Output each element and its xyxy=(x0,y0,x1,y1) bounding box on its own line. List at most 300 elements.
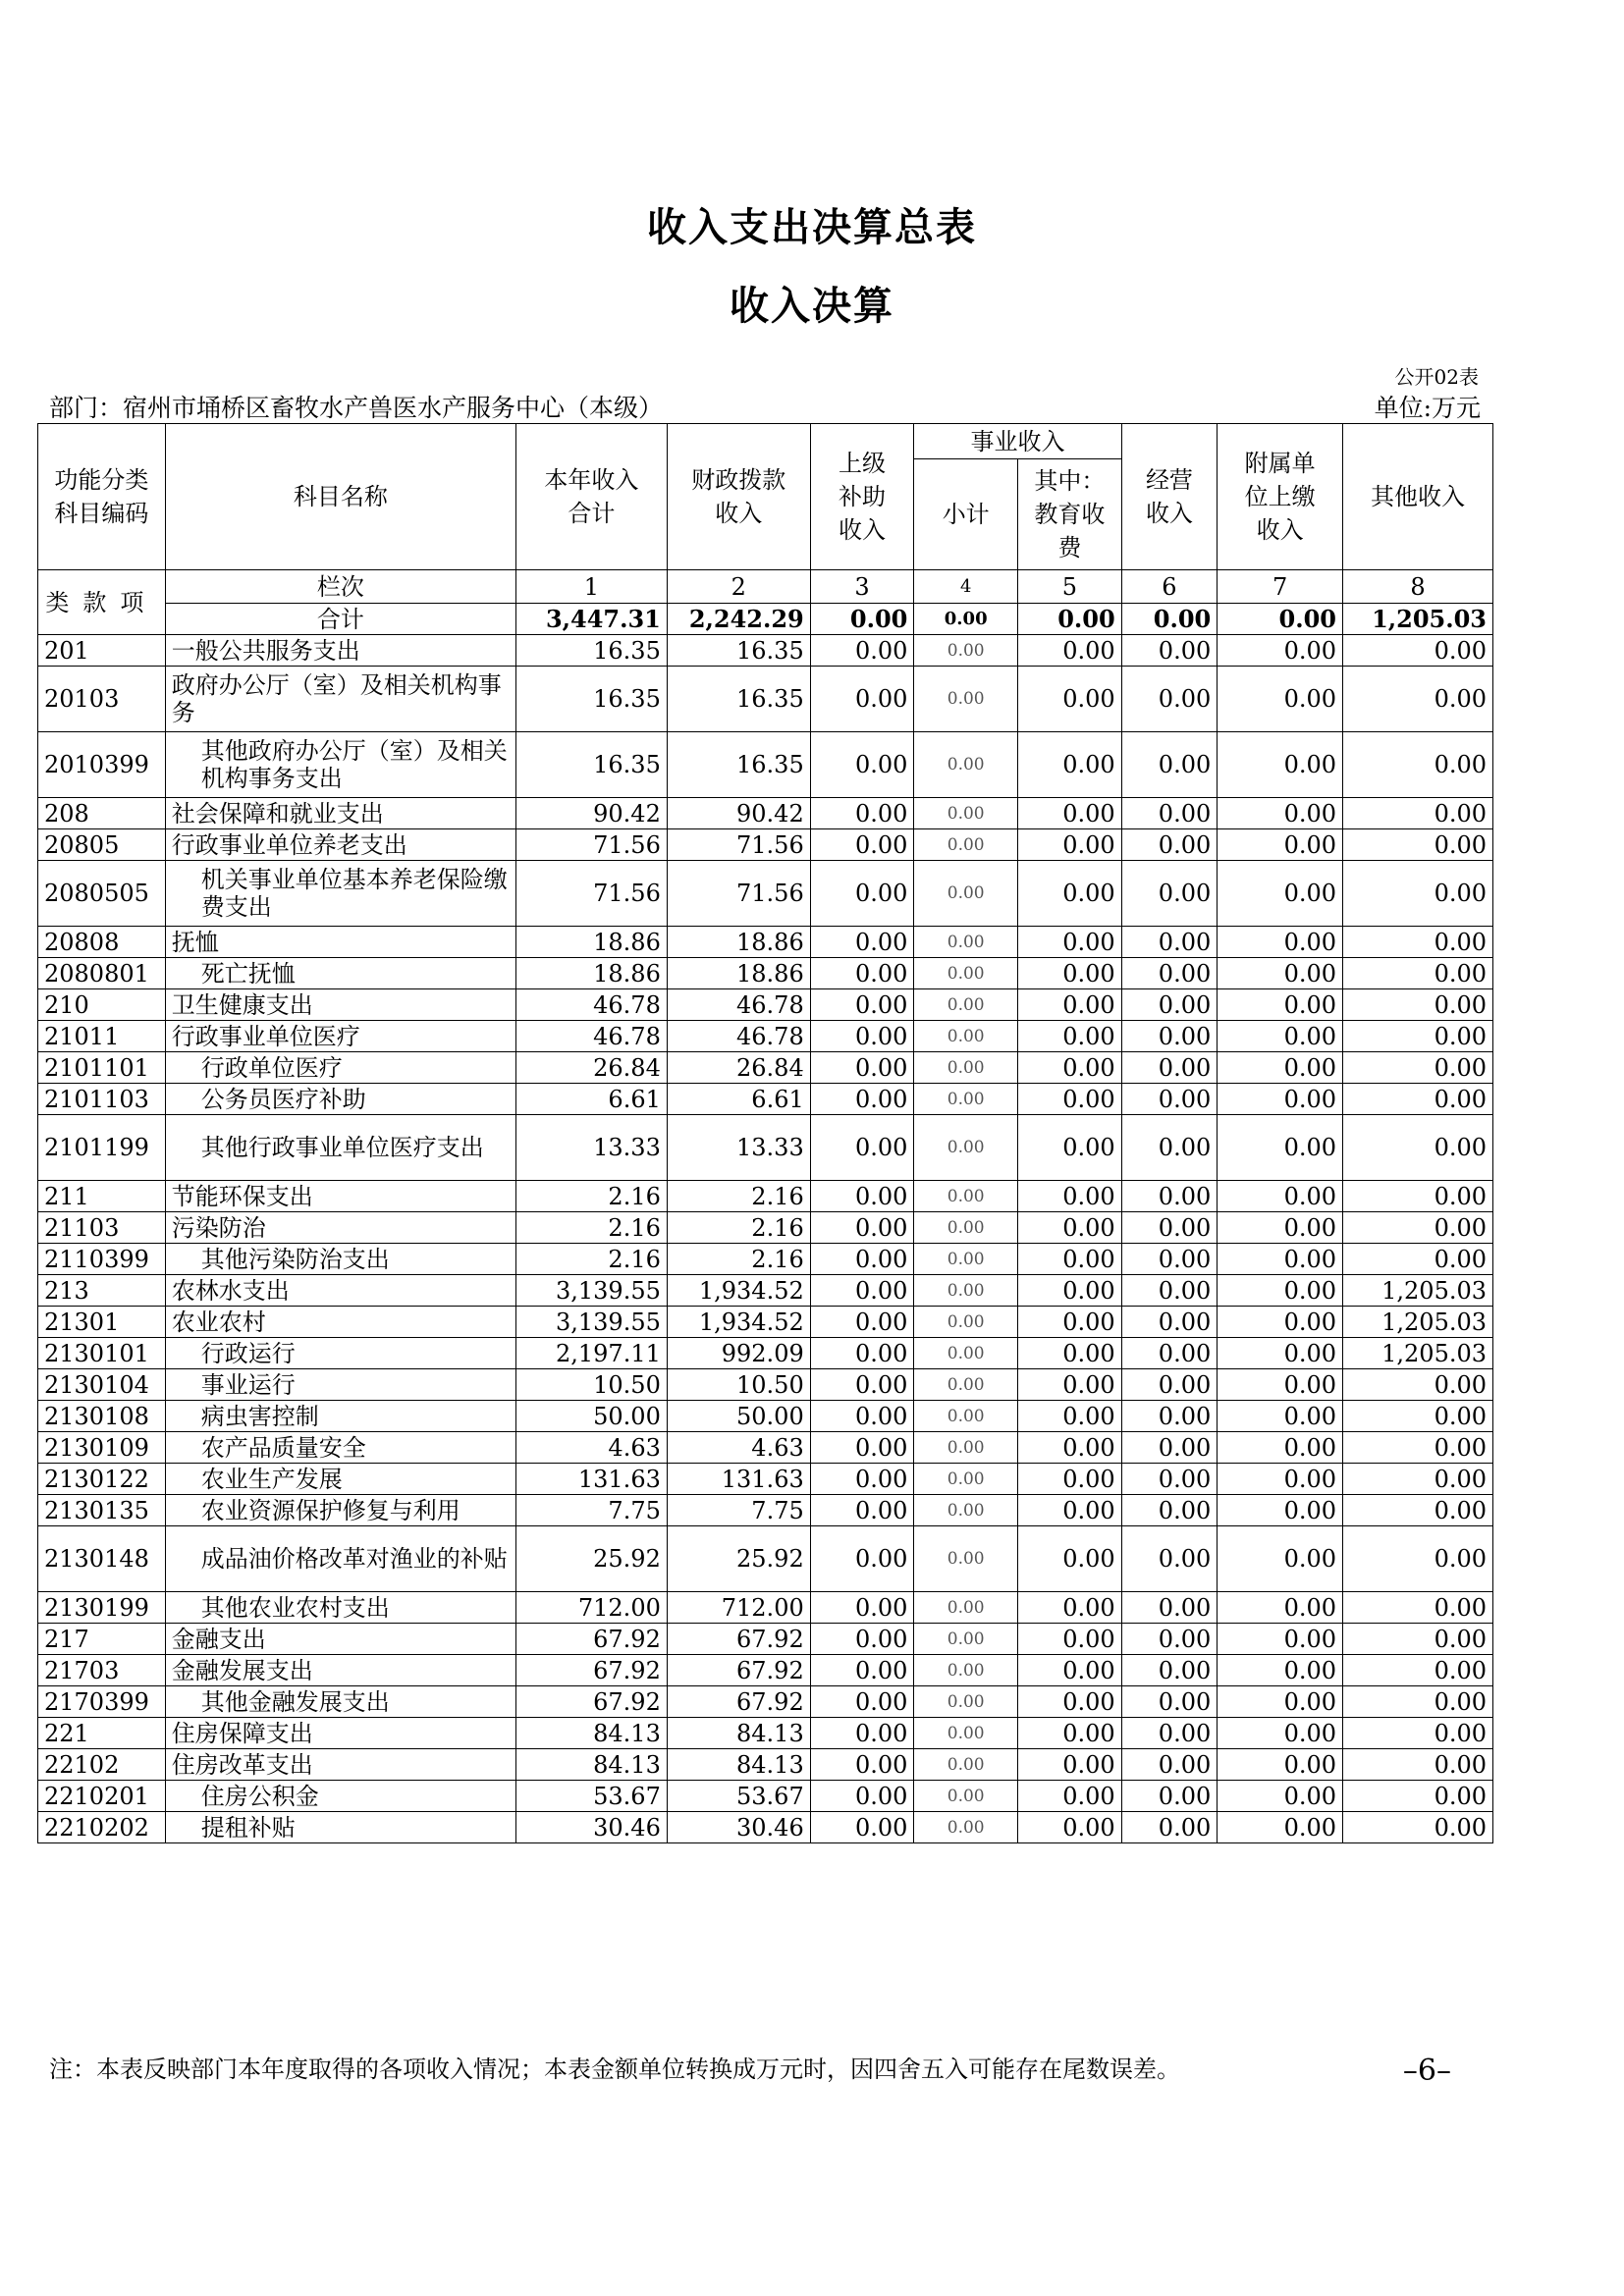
row-value: 0.00 xyxy=(914,1369,1018,1401)
row-value: 712.00 xyxy=(515,1592,667,1624)
row-code: 2130108 xyxy=(38,1401,166,1432)
row-value: 0.00 xyxy=(1018,989,1122,1021)
row-value: 30.46 xyxy=(515,1812,667,1843)
row-value: 0.00 xyxy=(1018,1655,1122,1686)
row-name: 死亡抚恤 xyxy=(165,958,515,989)
row-value: 0.00 xyxy=(1018,1781,1122,1812)
row-value: 0.00 xyxy=(914,1655,1018,1686)
row-value: 0.00 xyxy=(810,667,914,732)
row-value: 67.92 xyxy=(515,1624,667,1655)
row-value: 0.00 xyxy=(1343,958,1493,989)
row-value: 0.00 xyxy=(1018,667,1122,732)
row-value: 0.00 xyxy=(1218,1181,1343,1212)
table-row xyxy=(38,927,1493,958)
row-value: 0.00 xyxy=(1343,1021,1493,1052)
row-code: 21011 xyxy=(38,1021,166,1052)
row-value: 67.92 xyxy=(667,1624,810,1655)
row-value: 0.00 xyxy=(1218,1244,1343,1275)
row-value: 0.00 xyxy=(1343,861,1493,927)
row-value: 0.00 xyxy=(1121,1401,1218,1432)
header-other: 其他收入 xyxy=(1343,424,1493,570)
unit-label: 单位:万元 xyxy=(1374,394,1481,422)
row-name: 其他行政事业单位医疗支出 xyxy=(165,1115,515,1181)
table-row xyxy=(38,1369,1493,1401)
row-value: 0.00 xyxy=(1343,1401,1493,1432)
row-value: 0.00 xyxy=(1218,1749,1343,1781)
row-value: 0.00 xyxy=(1121,1495,1218,1526)
row-value: 0.00 xyxy=(810,1686,914,1718)
row-value: 0.00 xyxy=(1121,798,1218,829)
row-value: 1,205.03 xyxy=(1343,1275,1493,1307)
row-value: 0.00 xyxy=(1121,1432,1218,1464)
row-value: 3,139.55 xyxy=(515,1275,667,1307)
row-value: 0.00 xyxy=(1121,1686,1218,1718)
row-value: 0.00 xyxy=(810,798,914,829)
row-value: 0.00 xyxy=(1218,1718,1343,1749)
row-value: 46.78 xyxy=(667,1021,810,1052)
row-value: 0.00 xyxy=(1121,1592,1218,1624)
row-value: 0.00 xyxy=(914,667,1018,732)
row-value: 0.00 xyxy=(810,1307,914,1338)
row-value: 46.78 xyxy=(515,989,667,1021)
row-value: 0.00 xyxy=(1121,1244,1218,1275)
row-name: 农产品质量安全 xyxy=(165,1432,515,1464)
row-value: 0.00 xyxy=(1218,1432,1343,1464)
row-value: 90.42 xyxy=(515,798,667,829)
row-value: 0.00 xyxy=(1018,798,1122,829)
page-title: 收入支出决算总表 xyxy=(647,204,977,250)
row-value: 0.00 xyxy=(810,829,914,861)
row-value: 0.00 xyxy=(1218,1338,1343,1369)
row-value: 0.00 xyxy=(1121,1212,1218,1244)
row-value: 0.00 xyxy=(914,732,1018,798)
row-value: 0.00 xyxy=(1121,958,1218,989)
row-value: 0.00 xyxy=(1218,829,1343,861)
lei-kuan-xiang-cell xyxy=(38,570,166,635)
row-value: 10.50 xyxy=(667,1369,810,1401)
row-value: 0.00 xyxy=(1218,1624,1343,1655)
table-row xyxy=(38,1338,1493,1369)
row-value: 0.00 xyxy=(1343,1432,1493,1464)
row-code: 2130135 xyxy=(38,1495,166,1526)
row-code: 22102 xyxy=(38,1749,166,1781)
row-value: 0.00 xyxy=(914,1021,1018,1052)
row-value: 0.00 xyxy=(1018,1401,1122,1432)
row-value: 0.00 xyxy=(1018,1212,1122,1244)
row-name: 其他农业农村支出 xyxy=(165,1592,515,1624)
row-value: 18.86 xyxy=(667,927,810,958)
row-code: 221 xyxy=(38,1718,166,1749)
page-subtitle: 收入决算 xyxy=(730,283,894,329)
row-value: 0.00 xyxy=(914,1686,1018,1718)
row-value: 84.13 xyxy=(667,1718,810,1749)
row-value: 1,205.03 xyxy=(1343,1307,1493,1338)
col-num: 7 xyxy=(1218,570,1343,604)
col-num: 5 xyxy=(1018,570,1122,604)
row-value: 0.00 xyxy=(1218,1401,1343,1432)
row-value: 0.00 xyxy=(1018,1115,1122,1181)
row-value: 0.00 xyxy=(1121,635,1218,667)
row-value: 16.35 xyxy=(667,667,810,732)
header-name: 科目名称 xyxy=(165,424,515,570)
row-value: 0.00 xyxy=(1018,927,1122,958)
row-value: 0.00 xyxy=(1018,1432,1122,1464)
row-code: 2080801 xyxy=(38,958,166,989)
row-value: 712.00 xyxy=(667,1592,810,1624)
row-value: 26.84 xyxy=(515,1052,667,1084)
row-value: 0.00 xyxy=(1343,989,1493,1021)
row-name: 其他政府办公厅（室）及相关机构事务支出 xyxy=(165,732,515,798)
row-value: 7.75 xyxy=(515,1495,667,1526)
table-row xyxy=(38,1495,1493,1526)
row-value: 46.78 xyxy=(515,1021,667,1052)
row-value: 0.00 xyxy=(810,1244,914,1275)
row-value: 18.86 xyxy=(515,958,667,989)
row-value: 0.00 xyxy=(1121,1526,1218,1592)
total-cell: 0.00 xyxy=(1218,604,1343,635)
row-value: 0.00 xyxy=(1018,1495,1122,1526)
row-value: 0.00 xyxy=(1218,1084,1343,1115)
row-value: 0.00 xyxy=(1121,732,1218,798)
row-value: 0.00 xyxy=(1018,1624,1122,1655)
income-table xyxy=(37,423,1493,1843)
row-value: 3,139.55 xyxy=(515,1307,667,1338)
row-value: 0.00 xyxy=(810,1369,914,1401)
table-row xyxy=(38,958,1493,989)
row-value: 0.00 xyxy=(1218,1212,1343,1244)
row-value: 0.00 xyxy=(810,1655,914,1686)
row-value: 0.00 xyxy=(1218,1275,1343,1307)
row-name: 住房保障支出 xyxy=(165,1718,515,1749)
row-name: 农业生产发展 xyxy=(165,1464,515,1495)
row-value: 0.00 xyxy=(914,958,1018,989)
row-value: 0.00 xyxy=(1218,989,1343,1021)
header-upper: 上级补助收入 xyxy=(810,424,914,570)
table-row xyxy=(38,1624,1493,1655)
col-num: 3 xyxy=(810,570,914,604)
col-num: 4 xyxy=(914,570,1018,604)
header-operation: 经营收入 xyxy=(1121,424,1218,570)
table-row xyxy=(38,798,1493,829)
row-value: 0.00 xyxy=(1121,1307,1218,1338)
row-name: 事业运行 xyxy=(165,1369,515,1401)
row-value: 0.00 xyxy=(810,1526,914,1592)
total-cell: 3,447.31 xyxy=(515,604,667,635)
row-value: 0.00 xyxy=(1018,1181,1122,1212)
row-value: 0.00 xyxy=(1018,1084,1122,1115)
row-value: 0.00 xyxy=(810,1432,914,1464)
row-value: 0.00 xyxy=(914,1115,1018,1181)
table-row xyxy=(38,1526,1493,1592)
row-value: 0.00 xyxy=(1121,1181,1218,1212)
row-value: 0.00 xyxy=(810,1749,914,1781)
row-code: 2130104 xyxy=(38,1369,166,1401)
row-value: 0.00 xyxy=(1121,667,1218,732)
total-cell: 2,242.29 xyxy=(667,604,810,635)
row-value: 90.42 xyxy=(667,798,810,829)
row-value: 84.13 xyxy=(667,1749,810,1781)
row-value: 16.35 xyxy=(667,732,810,798)
row-value: 2.16 xyxy=(667,1181,810,1212)
row-code: 2080505 xyxy=(38,861,166,927)
row-name: 病虫害控制 xyxy=(165,1401,515,1432)
row-name: 行政事业单位养老支出 xyxy=(165,829,515,861)
row-value: 30.46 xyxy=(667,1812,810,1843)
row-value: 0.00 xyxy=(1018,1749,1122,1781)
row-code: 2210202 xyxy=(38,1812,166,1843)
table-row xyxy=(38,1115,1493,1181)
row-value: 0.00 xyxy=(1018,1526,1122,1592)
row-value: 0.00 xyxy=(914,861,1018,927)
row-value: 84.13 xyxy=(515,1718,667,1749)
row-value: 1,934.52 xyxy=(667,1307,810,1338)
row-value: 16.35 xyxy=(515,732,667,798)
row-value: 0.00 xyxy=(1343,1052,1493,1084)
row-code: 2210201 xyxy=(38,1781,166,1812)
total-label: 合计 xyxy=(165,604,515,635)
row-value: 0.00 xyxy=(1218,1369,1343,1401)
row-value: 71.56 xyxy=(667,861,810,927)
row-value: 0.00 xyxy=(1121,1812,1218,1843)
row-value: 0.00 xyxy=(810,1338,914,1369)
row-name: 提租补贴 xyxy=(165,1812,515,1843)
row-value: 0.00 xyxy=(810,732,914,798)
row-value: 0.00 xyxy=(1218,1812,1343,1843)
row-value: 46.78 xyxy=(667,989,810,1021)
row-value: 0.00 xyxy=(810,1052,914,1084)
total-cell: 0.00 xyxy=(914,604,1018,635)
table-row xyxy=(38,829,1493,861)
row-name: 机关事业单位基本养老保险缴费支出 xyxy=(165,861,515,927)
row-name: 住房公积金 xyxy=(165,1781,515,1812)
row-value: 16.35 xyxy=(515,635,667,667)
row-value: 0.00 xyxy=(1018,1244,1122,1275)
row-value: 0.00 xyxy=(1018,1812,1122,1843)
row-name: 农业农村 xyxy=(165,1307,515,1338)
row-value: 0.00 xyxy=(1018,1275,1122,1307)
table-row xyxy=(38,1181,1493,1212)
row-value: 2.16 xyxy=(515,1244,667,1275)
row-value: 0.00 xyxy=(1343,1495,1493,1526)
lanci-label: 栏次 xyxy=(165,570,515,604)
row-code: 201 xyxy=(38,635,166,667)
header-business: 事业收入 xyxy=(914,424,1121,459)
row-value: 53.67 xyxy=(667,1781,810,1812)
header-fiscal: 财政拨款收入 xyxy=(667,424,810,570)
row-value: 0.00 xyxy=(1343,732,1493,798)
row-code: 2110399 xyxy=(38,1244,166,1275)
row-value: 6.61 xyxy=(667,1084,810,1115)
col-num: 2 xyxy=(667,570,810,604)
table-row xyxy=(38,1432,1493,1464)
row-value: 0.00 xyxy=(914,1718,1018,1749)
row-value: 2,197.11 xyxy=(515,1338,667,1369)
row-value: 0.00 xyxy=(914,1592,1018,1624)
row-value: 0.00 xyxy=(810,958,914,989)
row-value: 0.00 xyxy=(1343,1781,1493,1812)
row-code: 20808 xyxy=(38,927,166,958)
table-row xyxy=(38,989,1493,1021)
row-value: 0.00 xyxy=(1343,927,1493,958)
row-value: 0.00 xyxy=(1218,1464,1343,1495)
row-value: 0.00 xyxy=(1343,798,1493,829)
row-value: 0.00 xyxy=(810,635,914,667)
row-value: 0.00 xyxy=(810,1624,914,1655)
row-value: 992.09 xyxy=(667,1338,810,1369)
header-business-sub: 小计 xyxy=(914,459,1018,570)
row-value: 0.00 xyxy=(914,1624,1018,1655)
row-code: 208 xyxy=(38,798,166,829)
header-business-edu: 其中：教育收费 xyxy=(1018,459,1122,570)
row-value: 0.00 xyxy=(1018,1052,1122,1084)
row-name: 其他污染防治支出 xyxy=(165,1244,515,1275)
row-value: 0.00 xyxy=(1018,1369,1122,1401)
table-row xyxy=(38,1212,1493,1244)
row-value: 18.86 xyxy=(515,927,667,958)
row-value: 0.00 xyxy=(1343,635,1493,667)
table-row xyxy=(38,1592,1493,1624)
row-value: 0.00 xyxy=(1343,1115,1493,1181)
table-row xyxy=(38,1718,1493,1749)
row-value: 0.00 xyxy=(1121,861,1218,927)
table-row xyxy=(38,1655,1493,1686)
row-code: 211 xyxy=(38,1181,166,1212)
row-value: 0.00 xyxy=(914,1495,1018,1526)
row-value: 0.00 xyxy=(1218,1655,1343,1686)
row-name: 卫生健康支出 xyxy=(165,989,515,1021)
row-value: 0.00 xyxy=(810,927,914,958)
row-value: 0.00 xyxy=(1343,1181,1493,1212)
row-value: 0.00 xyxy=(914,927,1018,958)
row-value: 0.00 xyxy=(1121,1464,1218,1495)
row-value: 0.00 xyxy=(914,1212,1018,1244)
row-code: 21703 xyxy=(38,1655,166,1686)
row-value: 6.61 xyxy=(515,1084,667,1115)
row-value: 0.00 xyxy=(1218,958,1343,989)
row-value: 13.33 xyxy=(515,1115,667,1181)
row-value: 0.00 xyxy=(1343,1212,1493,1244)
row-value: 0.00 xyxy=(1121,989,1218,1021)
total-row xyxy=(38,604,1493,635)
row-value: 0.00 xyxy=(914,1464,1018,1495)
form-code: 公开02表 xyxy=(1394,365,1479,389)
row-name: 节能环保支出 xyxy=(165,1181,515,1212)
row-value: 1,934.52 xyxy=(667,1275,810,1307)
row-value: 0.00 xyxy=(1218,1686,1343,1718)
row-name: 农业资源保护修复与利用 xyxy=(165,1495,515,1526)
row-value: 10.50 xyxy=(515,1369,667,1401)
row-value: 0.00 xyxy=(1018,1338,1122,1369)
row-value: 0.00 xyxy=(810,1181,914,1212)
row-code: 2010399 xyxy=(38,732,166,798)
row-code: 2130101 xyxy=(38,1338,166,1369)
footnote: 注：本表反映部门本年度取得的各项收入情况；本表金额单位转换成万元时，因四舍五入可能存在尾数误差。 xyxy=(49,2056,1180,2083)
row-value: 0.00 xyxy=(1121,1338,1218,1369)
row-name: 政府办公厅（室）及相关机构事务 xyxy=(165,667,515,732)
row-value: 71.56 xyxy=(515,829,667,861)
row-value: 0.00 xyxy=(914,1432,1018,1464)
row-code: 2170399 xyxy=(38,1686,166,1718)
page-number: –6– xyxy=(1402,2054,1451,2088)
row-name: 行政运行 xyxy=(165,1338,515,1369)
row-value: 0.00 xyxy=(1218,1021,1343,1052)
row-value: 0.00 xyxy=(1018,1686,1122,1718)
row-value: 0.00 xyxy=(810,1464,914,1495)
row-value: 0.00 xyxy=(914,829,1018,861)
row-value: 0.00 xyxy=(1121,1052,1218,1084)
total-cell: 0.00 xyxy=(1018,604,1122,635)
row-code: 2130109 xyxy=(38,1432,166,1464)
row-value: 0.00 xyxy=(810,1084,914,1115)
table-row xyxy=(38,1052,1493,1084)
row-value: 2.16 xyxy=(515,1181,667,1212)
row-code: 21103 xyxy=(38,1212,166,1244)
row-value: 71.56 xyxy=(667,829,810,861)
row-name: 住房改革支出 xyxy=(165,1749,515,1781)
row-value: 0.00 xyxy=(1343,1464,1493,1495)
row-value: 0.00 xyxy=(1218,732,1343,798)
row-code: 20805 xyxy=(38,829,166,861)
row-value: 0.00 xyxy=(1018,1718,1122,1749)
row-value: 2.16 xyxy=(667,1244,810,1275)
row-value: 0.00 xyxy=(914,1812,1018,1843)
row-value: 7.75 xyxy=(667,1495,810,1526)
row-value: 0.00 xyxy=(1018,1592,1122,1624)
row-value: 4.63 xyxy=(515,1432,667,1464)
row-value: 16.35 xyxy=(667,635,810,667)
row-value: 0.00 xyxy=(1018,635,1122,667)
table-row xyxy=(38,1464,1493,1495)
row-value: 0.00 xyxy=(914,1052,1018,1084)
col-num: 1 xyxy=(515,570,667,604)
row-value: 67.92 xyxy=(515,1655,667,1686)
row-value: 0.00 xyxy=(1218,635,1343,667)
row-value: 0.00 xyxy=(1121,1781,1218,1812)
row-value: 0.00 xyxy=(1343,1526,1493,1592)
row-value: 0.00 xyxy=(914,1781,1018,1812)
row-value: 0.00 xyxy=(1218,1052,1343,1084)
row-value: 53.67 xyxy=(515,1781,667,1812)
header-code: 功能分类科目编码 xyxy=(38,424,166,570)
row-value: 0.00 xyxy=(1018,829,1122,861)
total-cell: 0.00 xyxy=(1121,604,1218,635)
row-code: 2130199 xyxy=(38,1592,166,1624)
row-value: 0.00 xyxy=(810,1212,914,1244)
row-value: 0.00 xyxy=(914,1338,1018,1369)
row-value: 0.00 xyxy=(810,1275,914,1307)
row-value: 2.16 xyxy=(667,1212,810,1244)
row-name: 社会保障和就业支出 xyxy=(165,798,515,829)
row-value: 131.63 xyxy=(515,1464,667,1495)
table-row xyxy=(38,732,1493,798)
row-name: 金融发展支出 xyxy=(165,1655,515,1686)
table-row xyxy=(38,1307,1493,1338)
table-row xyxy=(38,1275,1493,1307)
row-value: 0.00 xyxy=(1343,829,1493,861)
row-value: 0.00 xyxy=(1218,1592,1343,1624)
row-value: 0.00 xyxy=(1121,1624,1218,1655)
row-value: 0.00 xyxy=(810,1781,914,1812)
row-value: 0.00 xyxy=(1343,1624,1493,1655)
table-row xyxy=(38,1084,1493,1115)
row-value: 0.00 xyxy=(1343,1244,1493,1275)
row-value: 0.00 xyxy=(810,1401,914,1432)
row-value: 0.00 xyxy=(914,1526,1018,1592)
table-row xyxy=(38,635,1493,667)
row-value: 0.00 xyxy=(1218,667,1343,732)
row-value: 0.00 xyxy=(1121,1115,1218,1181)
table-row xyxy=(38,1686,1493,1718)
